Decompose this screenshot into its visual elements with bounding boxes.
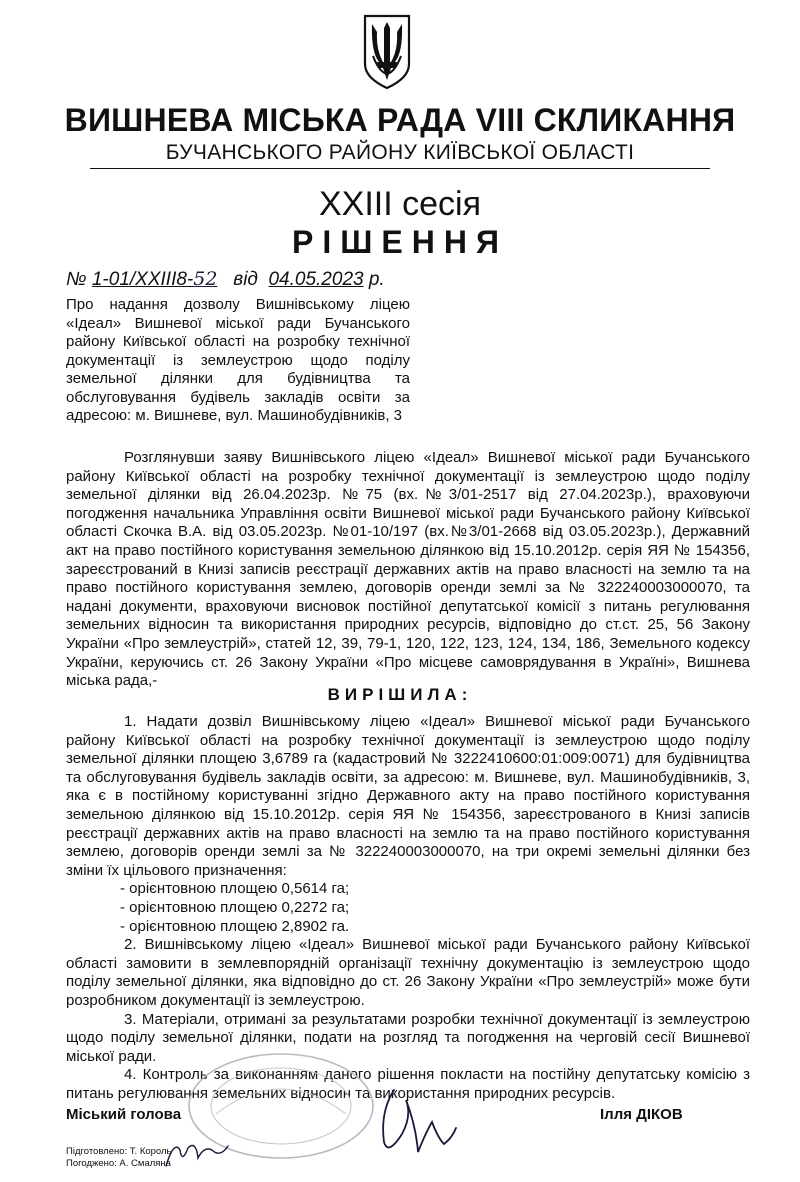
decision-item-2: 2. Вишнівському ліцею «Ідеал» Вишневої міської ради Бучанського району Київської області замовити в землевпорядній організації технічну документацію із землеустрою щодо поділу земельної ділянки, яка відповідно до ст. 26 Закону України «Про землеустрій» може бути розробником документації із землеустрою. <box>66 936 750 1009</box>
signatory-name: Ілля ДІКОВ <box>600 1106 683 1123</box>
plot-areas-list <box>66 880 750 936</box>
plot-area-item: - орієнтовною площею 2,8902 га. <box>120 917 350 935</box>
agreed-by: Погоджено: А. Смаляна <box>66 1158 171 1169</box>
decision-number-line <box>66 266 385 293</box>
decision-number: 1-01/XXIII8- <box>91 269 194 290</box>
document-type-title: РІШЕННЯ <box>292 224 508 260</box>
council-title: ВИШНЕВА МІСЬКА РАДА VIII СКЛИКАННЯ <box>64 102 736 138</box>
preamble-text: Розглянувши заяву Вишнівського ліцею «Ідеал» Вишневої міської ради Бучанського району Київської області на розробку технічної документації із землеустрою щодо поділу земельної ділянки від 26.04.2023р. №75 (вх.№3/01-2517 від 27.04.2023р.), враховуючи погодження начальника Управління освіти Вишневої міської ради Бучанського району Київської області Скочка В.А. від 03.05.2023р. №01-10/197 (вх.№3/01-2668 від 03.05.2023р.), Державний акт на право постійного користування земельною ділянкою від 15.10.2012р. серія ЯЯ № 154356, зареєстрований в Книзі записів реєстрації державних актів на право власності на землю та на право постійного користування землею, договорів оренди землі за № 322240003000070, та надані документи, враховуючи висновок постійної депутатської комісії з питань регулювання земельних відносин та використання природних ресурсів, відповідно до ст.ст. 25, 56 Закону України «Про землеустрій», статей 12, 39, 79-1, 120, 122, 123, 124, 134, 186, Земельного кодексу України, керуючись ст. 26 Закону України «Про місцеве самоврядування в Україні», Вишнева міська рада,- <box>66 449 750 690</box>
session-title: XXIII сесія <box>318 185 481 223</box>
number-prefix: № <box>66 269 87 290</box>
trident-emblem-icon <box>361 12 413 92</box>
resolved-heading: ВИРІШИЛА: <box>327 685 473 704</box>
date-suffix: р. <box>368 269 385 290</box>
district-title: БУЧАНСЬКОГО РАЙОНУ КИЇВСЬКОЇ ОБЛАСТІ <box>165 141 635 164</box>
plot-area-item: - орієнтовною площею 0,2272 га; <box>120 898 350 916</box>
date-prefix: від <box>233 269 258 290</box>
initials-signature-icon <box>162 1136 232 1172</box>
decision-items <box>66 713 750 1103</box>
prepared-by: Підготовлено: Т. Король <box>66 1146 172 1157</box>
decision-subject: Про надання дозволу Вишнівському ліцею «Ідеал» Вишневої міської ради Бучанського району Київської області на розробку технічної документації із землеустрою щодо поділу земельної ділянки для будівництва та обслуговування будівель закладів освіти за адресою: м. Вишневе, вул. Машинобудівників, 3 <box>66 296 410 424</box>
preamble-block <box>66 449 750 691</box>
decision-number-handwritten: 52 <box>193 268 218 290</box>
header-divider <box>90 168 710 169</box>
signatory-position: Міський голова <box>66 1106 182 1123</box>
decision-date: 04.05.2023 <box>268 269 364 290</box>
decision-item-3: 3. Матеріали, отримані за результатами розробки технічної документації із землеустрою щодо поділу земельної ділянки, подати на розгляд та погодження на черговій сесії Вишневої міської ради. <box>66 1010 750 1065</box>
decision-item-4: 4. Контроль за виконанням даного рішення покласти на постійну депутатську комісію з питань регулювання земельних відносин та використання природних ресурсів. <box>66 1066 750 1102</box>
decision-item-1: 1. Надати дозвіл Вишнівському ліцею «Ідеал» Вишневої міської ради Бучанського району Київської області на розробку технічної документації із землеустрою щодо поділу земельної ділянки площею 3,6789 га (кадастровий № 3222410600:01:009:0071) для будівництва та обслуговування будівель закладів освіти, за адресою: м. Вишневе, вул. Машинобудівників, 3, яка є в постійному користуванні згідно Державного акту на право постійного користування земельною ділянкою від 15.10.2012р. серія ЯЯ № 154356, зареєстрованого в Книзі записів реєстрації державних актів на право власності на землю та на право постійного користування землею, договорів оренди землі за № 322240003000070, на три окремі земельні ділянки без зміни їх цільового призначення: <box>66 713 750 879</box>
handwritten-signature-icon <box>372 1082 462 1162</box>
plot-area-item: - орієнтовною площею 0,5614 га; <box>120 880 350 898</box>
